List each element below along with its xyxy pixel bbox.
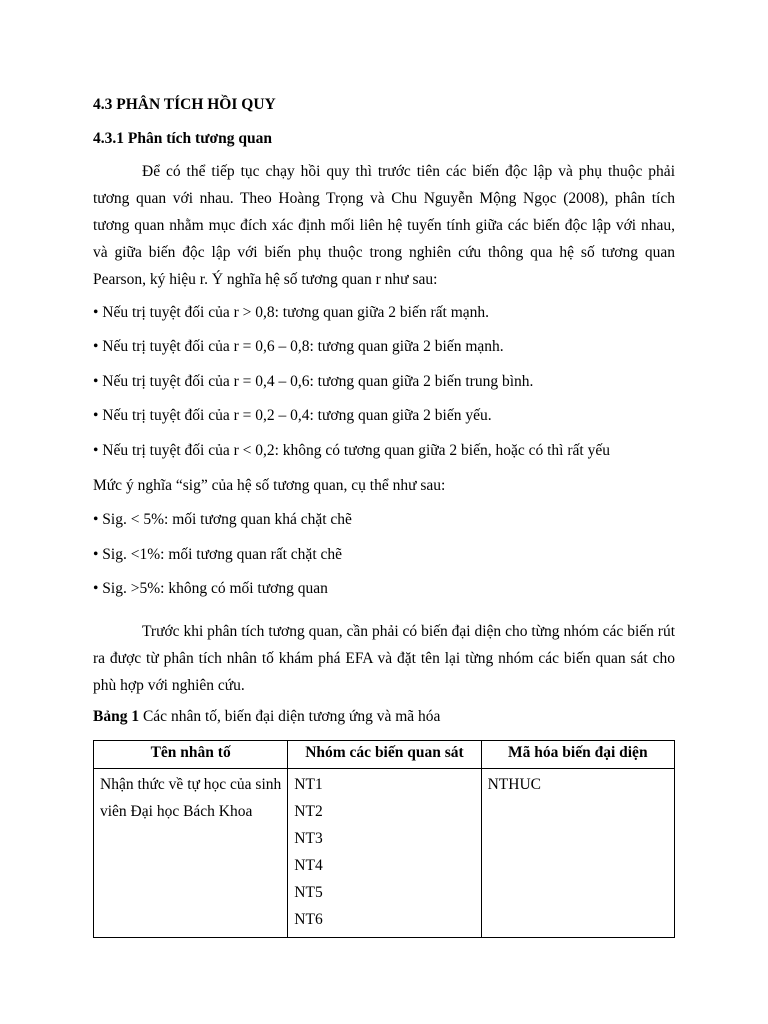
subsection-title: 4.3.1 Phân tích tương quan: [93, 130, 272, 147]
header-representative-code: Mã hóa biến đại diện: [481, 741, 674, 769]
table-caption-text: Các nhân tố, biến đại diện tương ứng và mã hóa: [139, 708, 441, 725]
factor-name-cell: Nhận thức về tự học của sinh viên Đại học Bách Khoa: [94, 769, 288, 938]
header-observed-vars: Nhóm các biến quan sát: [288, 741, 481, 769]
table-row: [94, 769, 675, 938]
before-paragraph: Trước khi phân tích tương quan, cần phải có biến đại diện cho từng nhóm các biến rút ra được từ phân tích nhân tố khám phá EFA và đặt tên lại từng nhóm các biến quan sát cho phù hợp với nghiên cứu.: [93, 623, 675, 694]
sig-level-2: • Sig. <1%: mối tương quan rất chặt chẽ: [93, 546, 343, 563]
observed-var: NT6: [294, 911, 323, 928]
table-caption: [93, 708, 440, 726]
table-caption-label: Bảng 1: [93, 708, 140, 725]
intro-paragraph: Để có thể tiếp tục chạy hồi quy thì trước tiên các biến độc lập và phụ thuộc phải tương quan với nhau. Theo Hoàng Trọng và Chu Nguyễn Mộng Ngọc (2008), phân tích tương quan nhằm mục đích xác định mối liên hệ tuyến tính giữa các biến độc lập với nhau, và giữa biến độc lập với biến phụ thuộc trong nghiên cứu thông qua hệ số tương quan Pearson, ký hiệu r. Ý nghĩa hệ số tương quan r như sau:: [93, 163, 675, 288]
representative-code-cell: NTHUC: [481, 769, 674, 938]
r-meaning-5: • Nếu trị tuyệt đối của r < 0,2: không có tương quan giữa 2 biến, hoặc có thì rất yếu: [93, 442, 610, 459]
sig-level-3: • Sig. >5%: không có mối tương quan: [93, 580, 328, 597]
sig-intro: Mức ý nghĩa “sig” của hệ số tương quan, cụ thể như sau:: [93, 477, 446, 494]
observed-var: NT2: [294, 803, 323, 820]
factor-table: [93, 740, 675, 938]
observed-var: NT3: [294, 830, 323, 847]
observed-var: NT4: [294, 857, 323, 874]
observed-vars-cell: [288, 769, 481, 938]
header-factor-name: Tên nhân tố: [94, 741, 288, 769]
r-meaning-4: • Nếu trị tuyệt đối của r = 0,2 – 0,4: tương quan giữa 2 biến yếu.: [93, 407, 492, 424]
table-header-row: [94, 741, 675, 769]
sig-level-1: • Sig. < 5%: mối tương quan khá chặt chẽ: [93, 511, 352, 528]
r-meaning-2: • Nếu trị tuyệt đối của r = 0,6 – 0,8: tương quan giữa 2 biến mạnh.: [93, 338, 504, 355]
observed-var: NT1: [294, 776, 323, 793]
section-title: 4.3 PHÂN TÍCH HỒI QUY: [93, 96, 276, 113]
r-meaning-3: • Nếu trị tuyệt đối của r = 0,4 – 0,6: tương quan giữa 2 biến trung bình.: [93, 373, 534, 390]
r-meaning-1: • Nếu trị tuyệt đối của r > 0,8: tương quan giữa 2 biến rất mạnh.: [93, 304, 490, 321]
observed-var: NT5: [294, 884, 323, 901]
